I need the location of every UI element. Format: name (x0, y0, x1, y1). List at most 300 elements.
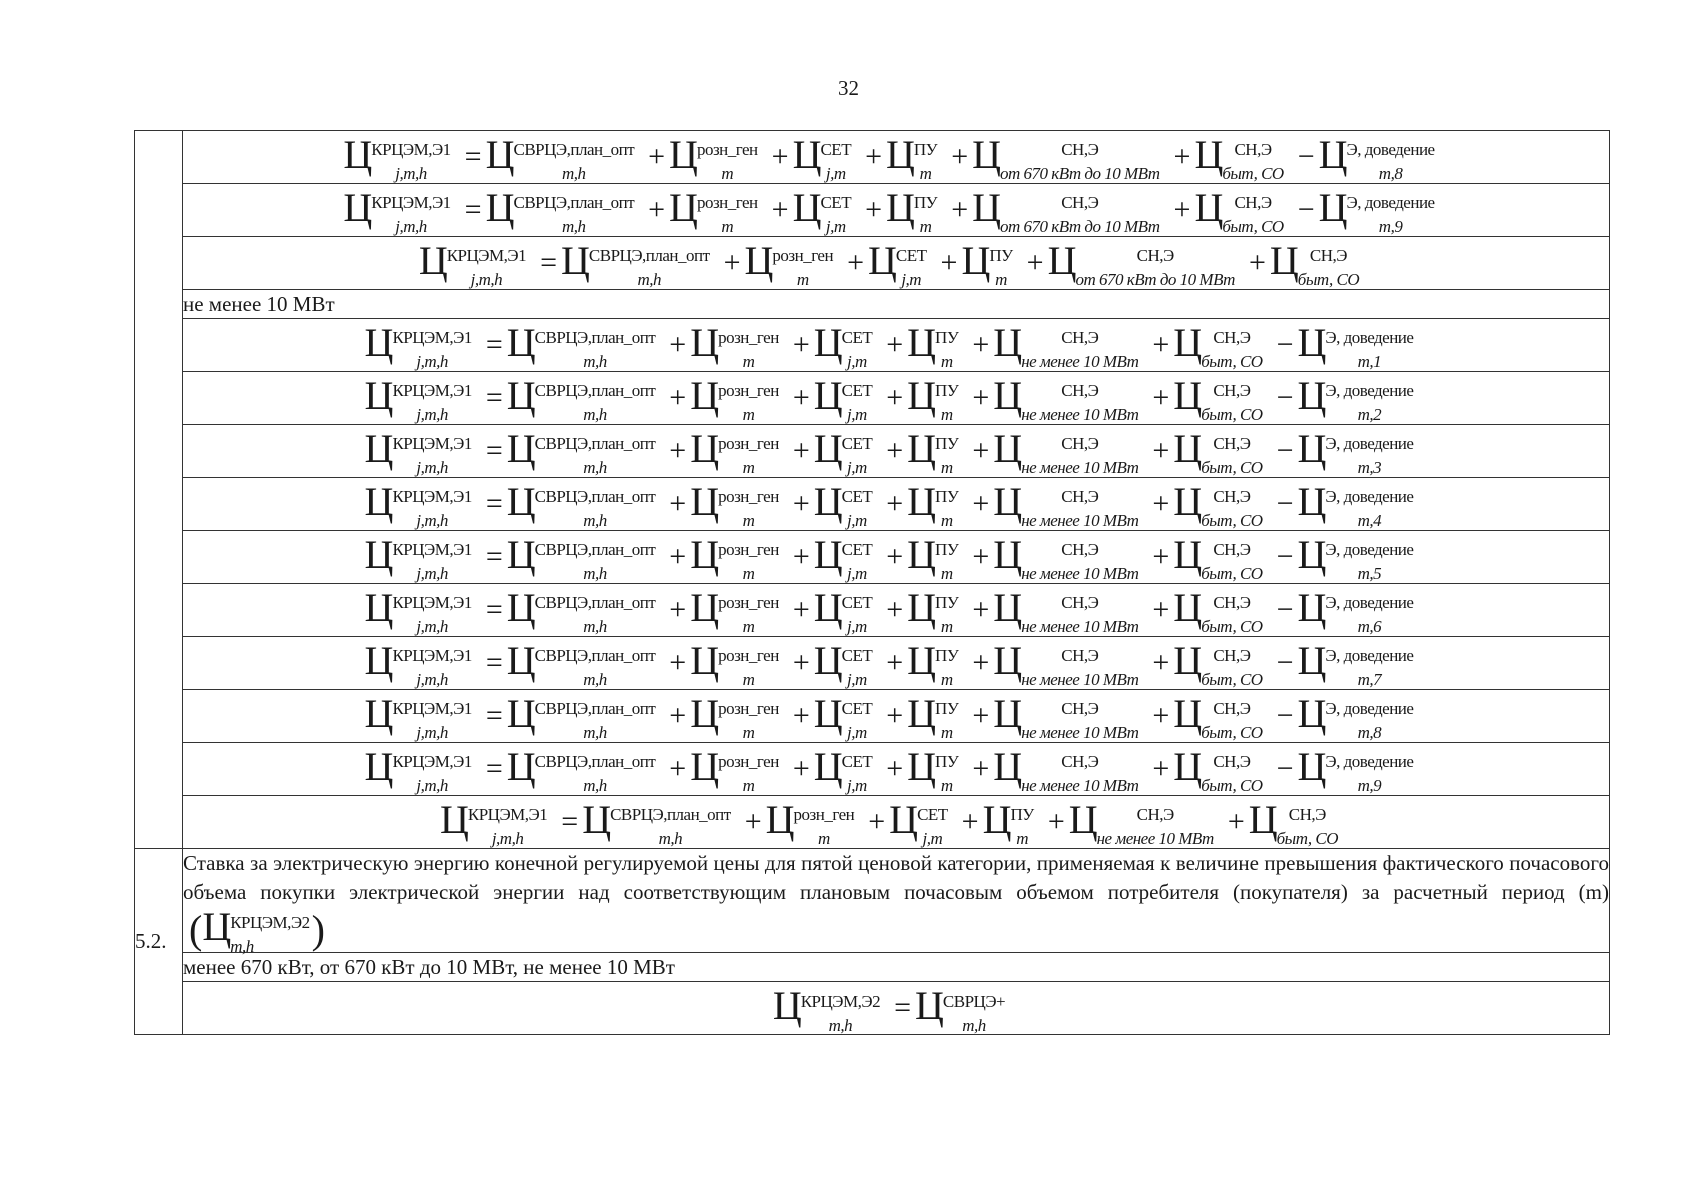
formula (439, 796, 1352, 849)
tariff-symbol: Ц (561, 237, 588, 283)
superscript: СН,Э (1213, 434, 1251, 454)
operator: + (972, 540, 990, 573)
operator: = (485, 540, 503, 573)
formula (772, 982, 1019, 1035)
tariff-symbol: Ц (907, 743, 935, 789)
operator: + (1152, 593, 1170, 626)
superscript: СВРЦЭ,план_опт (534, 593, 656, 613)
tariff-symbol: Ц (907, 531, 935, 577)
tariff-symbol: Ц (886, 184, 913, 230)
tariff-symbol: Ц (813, 319, 841, 365)
formula-lhs (772, 982, 881, 1035)
subscript: j,m,h (416, 511, 448, 531)
tariff-symbol: Ц (506, 690, 534, 736)
section-description-text: Ставка за электрическую энергию конечной регулируемой цены для пятой ценовой категории, применяемая к величине превышения фактического почасового объема покупки электрической энергии над соответствующим плановым почасовым объемом потребителя (покупателя) за расчетный период (m) (183, 851, 1609, 904)
operator: + (972, 381, 990, 414)
formula-cell (183, 637, 1610, 690)
tariff-symbol: Ц (690, 690, 718, 736)
table-row (135, 531, 1610, 584)
subscript: m,h (562, 164, 586, 184)
formula-term (690, 372, 779, 425)
operator: + (1248, 246, 1266, 279)
superscript: СН,Э (1234, 140, 1272, 160)
formula-term (485, 184, 635, 237)
operator: + (847, 246, 865, 279)
subscript: m,8 (1357, 723, 1382, 743)
tariff-symbol: Ц (907, 319, 935, 365)
formula-term (972, 131, 1160, 184)
formula-term (813, 425, 873, 478)
subscript: j,m,h (416, 458, 448, 478)
superscript: СН,Э (1061, 646, 1099, 666)
subscript: j,m (847, 617, 867, 637)
tariff-symbol: Ц (886, 131, 913, 177)
tariff-symbol: Ц (439, 796, 467, 842)
formula-term (669, 184, 758, 237)
formula-term (1173, 637, 1263, 690)
table-row (135, 953, 1610, 982)
subscript: j,m (825, 164, 846, 184)
subscript: не менее 10 МВт (1021, 670, 1139, 690)
formula (364, 425, 1428, 478)
superscript: СН,Э (1061, 487, 1099, 507)
tariff-symbol: Ц (485, 131, 513, 177)
tariff-symbol: Ц (993, 743, 1021, 789)
tariff-symbol: Ц (1297, 531, 1325, 577)
tariff-symbol: Ц (1173, 690, 1201, 736)
operator: + (792, 434, 810, 467)
formula-lhs (364, 690, 472, 743)
formula-term (561, 237, 710, 290)
tariff-symbol: Ц (506, 637, 534, 683)
tariff-symbol: Ц (669, 184, 696, 230)
superscript: ПУ (935, 434, 959, 454)
superscript: Э, доведение (1346, 140, 1435, 160)
tariff-symbol: Ц (982, 796, 1010, 842)
formula-lhs (364, 478, 472, 531)
formula-term (506, 690, 656, 743)
superscript: СН,Э (1061, 140, 1099, 160)
operator: + (744, 805, 762, 838)
formula-term (1297, 584, 1414, 637)
subscript: m,3 (1357, 458, 1382, 478)
superscript: СН,Э (1213, 699, 1251, 719)
row-number-cell (135, 131, 183, 319)
formula-term (506, 319, 656, 372)
superscript: СЕТ (841, 752, 873, 772)
operator: + (1152, 752, 1170, 785)
formula-term (669, 131, 758, 184)
subscript: j,m (847, 564, 867, 584)
superscript: ПУ (935, 487, 959, 507)
formula-term (792, 184, 852, 237)
superscript: СН,Э (1288, 805, 1326, 825)
subscript: j,m (847, 458, 867, 478)
operator: + (669, 381, 687, 414)
subscript: m,h (583, 617, 607, 637)
formula-term (813, 372, 873, 425)
superscript: КРЦЭМ,Э1 (392, 487, 472, 507)
subscript: j,m (847, 405, 867, 425)
operator: + (648, 193, 666, 226)
formula-term (915, 982, 1006, 1035)
formula-term (690, 319, 779, 372)
page-number: 32 (838, 76, 859, 100)
formula-term (690, 584, 779, 637)
superscript: СВРЦЭ,план_опт (610, 805, 731, 825)
close-paren: ) (311, 907, 325, 953)
formula-cell (183, 531, 1610, 584)
open-paren: ( (189, 907, 203, 953)
tariff-symbol: Ц (364, 319, 392, 365)
tariff-symbol: Ц (506, 372, 534, 418)
operator: + (886, 381, 904, 414)
superscript: розн_ген (793, 805, 855, 825)
superscript: КРЦЭМ,Э1 (392, 593, 472, 613)
superscript: СВРЦЭ,план_опт (513, 140, 635, 160)
superscript: СН,Э (1136, 805, 1174, 825)
tariff-symbol: Ц (1173, 637, 1201, 683)
superscript: КРЦЭМ,Э1 (392, 328, 472, 348)
operator: + (951, 140, 969, 173)
superscript: СН,Э (1061, 381, 1099, 401)
formula-term (993, 690, 1139, 743)
subscript: не менее 10 МВт (1096, 829, 1214, 849)
subscript: не менее 10 МВт (1021, 723, 1139, 743)
tariff-symbol: Ц (506, 584, 534, 630)
subscript: m (742, 564, 755, 584)
superscript: КРЦЭМ,Э1 (371, 193, 451, 213)
tariff-symbol: Ц (972, 131, 1000, 177)
superscript: розн_ген (718, 487, 779, 507)
superscript: ПУ (935, 752, 959, 772)
formula-cell (183, 796, 1610, 849)
tariff-symbol: Ц (364, 637, 392, 683)
formula-cell (183, 131, 1610, 184)
subscript: m (919, 164, 932, 184)
subscript: m (721, 164, 734, 184)
formula-lhs (364, 319, 472, 372)
subscript: не менее 10 МВт (1021, 564, 1139, 584)
superscript: СЕТ (895, 246, 927, 266)
subscript: m,8 (1378, 164, 1403, 184)
subscript: j,m (922, 829, 943, 849)
formula-term (907, 743, 959, 796)
subscript: быт, СО (1201, 564, 1263, 584)
tariff-symbol: Ц (772, 982, 800, 1028)
formula-lhs (439, 796, 548, 849)
subscript: быт, СО (1297, 270, 1360, 290)
table-row (135, 372, 1610, 425)
subscript: m,7 (1357, 670, 1382, 690)
tariff-symbol: Ц (1173, 425, 1201, 471)
formula-term (1297, 425, 1414, 478)
formula-term (886, 184, 938, 237)
formula-term (907, 531, 959, 584)
tariff-symbol: Ц (993, 478, 1021, 524)
operator: + (792, 381, 810, 414)
formula-term (690, 743, 779, 796)
tariff-symbol: Ц (813, 584, 841, 630)
table-row (135, 637, 1610, 690)
subscript: j,m (901, 270, 922, 290)
operator: + (972, 752, 990, 785)
superscript: СН,Э (1061, 540, 1099, 560)
operator: + (669, 593, 687, 626)
table-row (135, 849, 1610, 953)
formula-lhs (418, 237, 527, 290)
operator: + (886, 646, 904, 679)
formula-term (982, 796, 1034, 849)
subscript: j,m,h (416, 617, 448, 637)
table-row (135, 743, 1610, 796)
formula-term (993, 319, 1139, 372)
tariff-symbol: Ц (993, 690, 1021, 736)
tariff-symbol: Ц (1297, 637, 1325, 683)
tariff-symbol: Ц (907, 584, 935, 630)
formula-term (1248, 796, 1339, 849)
operator: − (1276, 487, 1294, 520)
tariff-symbol: Ц (1269, 237, 1297, 283)
tariff-symbol: Ц (343, 131, 371, 177)
formula-term (907, 584, 959, 637)
subscript: m,6 (1357, 617, 1382, 637)
subscript: не менее 10 МВт (1021, 458, 1139, 478)
tariff-symbol: Ц (506, 531, 534, 577)
operator: + (1152, 381, 1170, 414)
formula-term (690, 425, 779, 478)
section-label: не менее 10 МВт (183, 290, 1610, 319)
formula-cell (183, 743, 1610, 796)
superscript: СВРЦЭ,план_опт (534, 487, 656, 507)
tariff-symbol: Ц (364, 425, 392, 471)
operator: + (1152, 646, 1170, 679)
operator: = (485, 646, 503, 679)
operator: − (1297, 140, 1315, 173)
operator: − (1276, 593, 1294, 626)
table-row (135, 237, 1610, 290)
operator: + (792, 540, 810, 573)
tariff-symbol: Ц (907, 372, 935, 418)
superscript: СН,Э (1309, 246, 1347, 266)
tariff-symbol: Ц (1173, 531, 1201, 577)
tariff-symbol: Ц (364, 478, 392, 524)
table-row (135, 184, 1610, 237)
operator: + (792, 646, 810, 679)
operator: + (972, 646, 990, 679)
formula-term (813, 478, 873, 531)
subscript: m (940, 776, 953, 796)
subscript: быт, СО (1276, 829, 1339, 849)
tariff-symbol: Ц (1173, 743, 1201, 789)
subscript: m (940, 723, 953, 743)
formula (364, 584, 1428, 637)
tariff-symbol: Ц (1173, 319, 1201, 365)
superscript: ПУ (913, 140, 938, 160)
superscript: СВРЦЭ,план_опт (534, 328, 656, 348)
superscript: Э, доведение (1346, 193, 1435, 213)
superscript: СЕТ (820, 193, 852, 213)
tariff-symbol: Ц (1173, 584, 1201, 630)
superscript: Э, доведение (1325, 434, 1414, 454)
subscript: j,m,h (395, 164, 427, 184)
tariff-symbol: Ц (1173, 478, 1201, 524)
table-row (135, 319, 1610, 372)
superscript: СЕТ (841, 328, 873, 348)
operator: + (792, 752, 810, 785)
superscript: СН,Э (1061, 328, 1099, 348)
tariff-symbol: Ц (364, 584, 392, 630)
tariff-symbol: Ц (907, 478, 935, 524)
operator: + (1152, 434, 1170, 467)
tariff-symbol: Ц (364, 372, 392, 418)
subscript: j,m (847, 511, 867, 531)
subscript: не менее 10 МВт (1021, 405, 1139, 425)
formula (343, 184, 1448, 237)
superscript: Э, доведение (1325, 646, 1414, 666)
superscript: ПУ (913, 193, 938, 213)
subscript: быт, СО (1201, 723, 1263, 743)
formula-term (792, 131, 852, 184)
subscript: не менее 10 МВт (1021, 617, 1139, 637)
formula-lhs (343, 184, 451, 237)
tariff-symbol: Ц (993, 531, 1021, 577)
superscript: КРЦЭМ,Э1 (392, 540, 472, 560)
formula-term (506, 743, 656, 796)
tariff-symbol: Ц (1194, 184, 1222, 230)
tariff-symbol: Ц (961, 237, 989, 283)
operator: + (669, 487, 687, 520)
superscript: СВРЦЭ,план_опт (588, 246, 710, 266)
subscript: m,h (583, 511, 607, 531)
operator: + (886, 593, 904, 626)
subscript: m,h (583, 670, 607, 690)
formula-term (961, 237, 1013, 290)
superscript: СЕТ (841, 699, 873, 719)
tariff-symbol: Ц (1297, 584, 1325, 630)
formula-term (1269, 237, 1360, 290)
formula-term (1318, 131, 1435, 184)
formula (343, 131, 1448, 184)
tariff-symbol: Ц (690, 319, 718, 365)
tariff-symbol: Ц (1068, 796, 1096, 842)
subscript: m,h (230, 937, 254, 957)
operator: − (1276, 434, 1294, 467)
tariff-table (134, 130, 1610, 1035)
formula-term (485, 131, 635, 184)
superscript: КРЦЭМ,Э2 (230, 913, 310, 933)
formula-term (813, 637, 873, 690)
superscript: СВРЦЭ,план_опт (534, 752, 656, 772)
section-number: 5.2. (135, 849, 183, 1035)
operator: + (886, 434, 904, 467)
operator: = (485, 328, 503, 361)
formula-term (1173, 319, 1263, 372)
tariff-symbol: Ц (1297, 690, 1325, 736)
formula-term (972, 184, 1160, 237)
formula-lhs (364, 425, 472, 478)
superscript: СВРЦЭ,план_опт (534, 699, 656, 719)
tariff-symbol: Ц (1297, 319, 1325, 365)
superscript: КРЦЭМ,Э1 (392, 699, 472, 719)
operator: + (648, 140, 666, 173)
formula-term (1173, 478, 1263, 531)
subscript: m (721, 217, 734, 237)
tariff-symbol: Ц (813, 531, 841, 577)
formula-cell (183, 372, 1610, 425)
superscript: ПУ (989, 246, 1013, 266)
superscript: розн_ген (696, 193, 758, 213)
operator: + (886, 752, 904, 785)
subscript: j,m,h (395, 217, 427, 237)
tariff-symbol: Ц (813, 372, 841, 418)
subscript: m,h (637, 270, 661, 290)
subscript: m,h (562, 217, 586, 237)
row-number-cell (135, 319, 183, 849)
formula-term (690, 637, 779, 690)
superscript: СН,Э (1213, 381, 1251, 401)
subscript: от 670 кВт до 10 МВт (1075, 270, 1235, 290)
formula-term (813, 584, 873, 637)
tariff-symbol: Ц (690, 478, 718, 524)
subscript: m,1 (1357, 352, 1382, 372)
superscript: СВРЦЭ,план_опт (534, 540, 656, 560)
subscript: j,m,h (416, 564, 448, 584)
operator: + (1173, 193, 1191, 226)
operator: + (886, 487, 904, 520)
superscript: розн_ген (772, 246, 834, 266)
operator: − (1276, 752, 1294, 785)
operator: + (792, 328, 810, 361)
section-description (183, 849, 1610, 957)
subscript: m (940, 511, 953, 531)
subscript: m,h (583, 723, 607, 743)
subscript: m,h (583, 776, 607, 796)
superscript: ПУ (935, 381, 959, 401)
subscript: m,9 (1357, 776, 1382, 796)
formula-term (993, 425, 1139, 478)
superscript: СН,Э (1213, 540, 1251, 560)
operator: − (1276, 699, 1294, 732)
tariff-symbol: Ц (690, 637, 718, 683)
tariff-symbol: Ц (202, 904, 230, 949)
superscript: СВРЦЭ,план_опт (534, 646, 656, 666)
tariff-symbol: Ц (1248, 796, 1276, 842)
formula-term (1173, 690, 1263, 743)
tariff-symbol: Ц (418, 237, 446, 283)
superscript: розн_ген (718, 381, 779, 401)
tariff-symbol: Ц (907, 637, 935, 683)
tariff-symbol: Ц (765, 796, 793, 842)
formula-term (1297, 319, 1414, 372)
operator: + (972, 487, 990, 520)
formula (364, 531, 1428, 584)
superscript: розн_ген (718, 699, 779, 719)
subscript: быт, СО (1201, 776, 1263, 796)
superscript: розн_ген (696, 140, 758, 160)
tariff-symbol: Ц (582, 796, 610, 842)
operator: + (669, 540, 687, 573)
superscript: розн_ген (718, 434, 779, 454)
operator: = (485, 381, 503, 414)
superscript: розн_ген (718, 328, 779, 348)
formula-term (889, 796, 948, 849)
formula-term (690, 478, 779, 531)
superscript: СЕТ (841, 593, 873, 613)
tariff-symbol: Ц (1318, 184, 1346, 230)
tariff-symbol: Ц (868, 237, 895, 283)
subscript: m (940, 405, 953, 425)
